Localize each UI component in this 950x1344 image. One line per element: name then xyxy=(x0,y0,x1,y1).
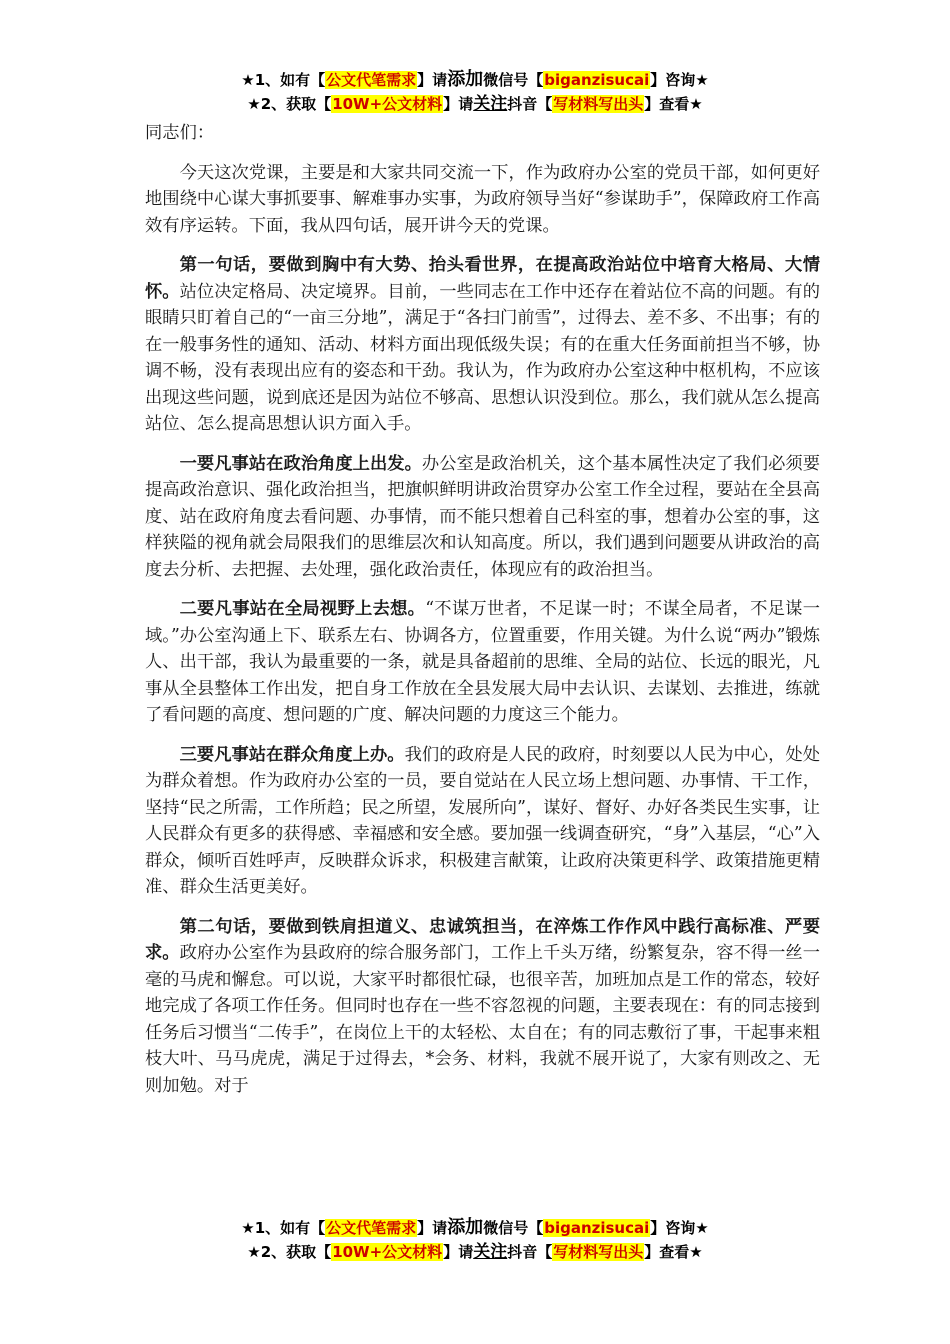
promo-line-2-emphasis: 关注 xyxy=(473,94,508,114)
paragraph-lead: 第一句话，要做到胸中有大势、抬头看世界，在提高政治站位中培育大格局、大情怀。 xyxy=(145,255,820,302)
paragraph-text: “不谋万世者，不足谋一时；不谋全局者，不足谋一域。”办公室沟通上下、联系左右、协调各方，位置重要，作用关键。为什么说“两办”锻炼人、出干部，我认为最重要的一条，就是具备超前的思维、全局的站位、长远的眼光，凡事从全县整体工作出发，把自身工作放在全县发展大局中去认识、去谋划、去推进，练就了看问题的高度、想问题的广度、解决问题的力度这三个能力。 xyxy=(145,599,820,725)
promo-line-2-douyin-account: 写材料写出头 xyxy=(553,1243,644,1261)
promo-line-1-highlight-service: 公文代笔需求 xyxy=(326,71,417,89)
paragraph-lead: 一要凡事站在政治角度上出发。 xyxy=(179,453,422,474)
promo-line-2-prefix: ★2、获取【 xyxy=(247,95,332,113)
promo-line-1-prefix: ★1、如有【 xyxy=(241,71,326,89)
promo-line-2-mid2: 抖音【 xyxy=(507,95,553,113)
promo-line-2-douyin-account: 写材料写出头 xyxy=(553,95,644,113)
promo-line-1-mid1: 】请 xyxy=(417,71,448,89)
paragraph-text: 今天这次党课，主要是和大家共同交流一下，作为政府办公室的党员干部，如何更好地围绕中心谋大事抓要事、解难事办实事，为政府领导当好“参谋助手”，保障政府工作高效有序运转。下面，我从四句话，展开讲今天的党课。 xyxy=(145,162,820,236)
salutation: 同志们： xyxy=(145,123,215,143)
paragraph-point-2 xyxy=(145,914,820,1100)
promo-line-1-emphasis: 添加 xyxy=(447,1217,484,1238)
paragraph-sub-1 xyxy=(145,451,820,584)
paragraph-lead: 三要凡事站在群众角度上办。 xyxy=(179,744,405,765)
paragraph-text: 办公室是政治机关，这个基本属性决定了我们必须要提高政治意识、强化政治担当，把旗帜鲜明讲政治贯穿办公室工作全过程，要站在全县高度、站在政府角度去看问题、办事情，而不能只想着自己科室的事，想着办公室的事，这样狭隘的视角就会局限我们的思维层次和认知高度。所以，我们遇到问题要从讲政治的高度去分析、去把握、去处理，强化政治责任，体现应有的政治担当。 xyxy=(145,453,820,580)
paragraph-lead: 二要凡事站在全局视野上去想。 xyxy=(179,599,426,619)
promo-line-1-prefix: ★1、如有【 xyxy=(241,1219,326,1237)
promo-line-1-suffix: 】咨询★ xyxy=(650,1219,709,1237)
paragraph-sub-2 xyxy=(145,596,820,729)
promo-banner-bottom xyxy=(0,1216,950,1264)
promo-line-1-mid2: 微信号【 xyxy=(483,1219,544,1237)
promo-line-1-highlight-service: 公文代笔需求 xyxy=(326,1219,417,1237)
promo-line-2-mid1: 】请 xyxy=(443,1243,474,1261)
promo-line-2 xyxy=(0,92,950,116)
promo-line-1 xyxy=(0,68,950,92)
promo-line-1-wechat-id: biganzisucai xyxy=(544,1219,650,1237)
paragraph-point-1 xyxy=(145,252,820,438)
promo-banner-top xyxy=(0,68,950,116)
promo-line-2-mid2: 抖音【 xyxy=(507,1243,553,1261)
promo-line-2-mid1: 】请 xyxy=(443,95,474,113)
promo-line-1 xyxy=(0,1216,950,1240)
promo-line-1-wechat-id: biganzisucai xyxy=(544,71,650,89)
promo-line-2-suffix: 】查看★ xyxy=(644,1243,703,1261)
promo-line-1-mid1: 】请 xyxy=(417,1219,448,1237)
promo-line-2 xyxy=(0,1240,950,1264)
promo-line-1-emphasis: 添加 xyxy=(447,69,484,90)
promo-line-2-prefix: ★2、获取【 xyxy=(247,1243,332,1261)
paragraph-text: 站位决定格局、决定境界。目前，一些同志在工作中还存在着站位不高的问题。有的眼睛只盯着自己的“一亩三分地”，满足于“各扫门前雪”，过得去、差不多、不出事；有的在一般事务性的通知、活动、材料方面出现低级失误；有的在重大任务面前担当不够，协调不畅，没有表现出应有的姿态和干劲。我认为，作为政府办公室这种中枢机构，不应该出现这些问题，说到底还是因为站位不够高、思想认识没到位。那么，我们就从怎么提高站位、怎么提高思想认识方面入手。 xyxy=(145,281,820,434)
paragraph-intro xyxy=(145,160,820,240)
document-body xyxy=(145,120,820,1112)
promo-line-2-suffix: 】查看★ xyxy=(644,95,703,113)
paragraph-lead: 第二句话，要做到铁肩担道义、忠诚筑担当，在淬炼工作作风中践行高标准、严要求。 xyxy=(145,916,820,963)
promo-line-1-suffix: 】咨询★ xyxy=(650,71,709,89)
paragraph-text: 政府办公室作为县政府的综合服务部门，工作上千头万绪，纷繁复杂，容不得一丝一毫的马虎和懈怠。可以说，大家平时都很忙碌，也很辛苦，加班加点是工作的常态，较好地完成了各项工作任务。但同时也存在一些不容忽视的问题，主要表现在：有的同志接到任务后习惯当“二传手”，在岗位上干的太轻松、太自在；有的同志敷衍了事，干起事来粗枝大叶、马马虎虎，满足于过得去，*会务、材料，我就不展开说了，大家有则改之、无则加勉。对于 xyxy=(145,943,820,1096)
paragraph-sub-3 xyxy=(145,742,820,901)
promo-line-2-highlight-materials: 10W+公文材料 xyxy=(332,95,443,113)
promo-line-2-highlight-materials: 10W+公文材料 xyxy=(332,1243,443,1261)
paragraph-text: 我们的政府是人民的政府，时刻要以人民为中心，处处为群众着想。作为政府办公室的一员，要自觉站在人民立场上想问题、办事情、干工作，坚持“民之所需，工作所趋；民之所望，发展所向”，谋好、督好、办好各类民生实事，让人民群众有更多的获得感、幸福感和安全感。要加强一线调查研究，“身”入基层，“心”入群众，倾听百姓呼声，反映群众诉求，积极建言献策，让政府决策更科学、政策措施更精准、群众生活更美好。 xyxy=(145,744,820,897)
promo-line-1-mid2: 微信号【 xyxy=(483,71,544,89)
promo-line-2-emphasis: 关注 xyxy=(473,1242,508,1262)
